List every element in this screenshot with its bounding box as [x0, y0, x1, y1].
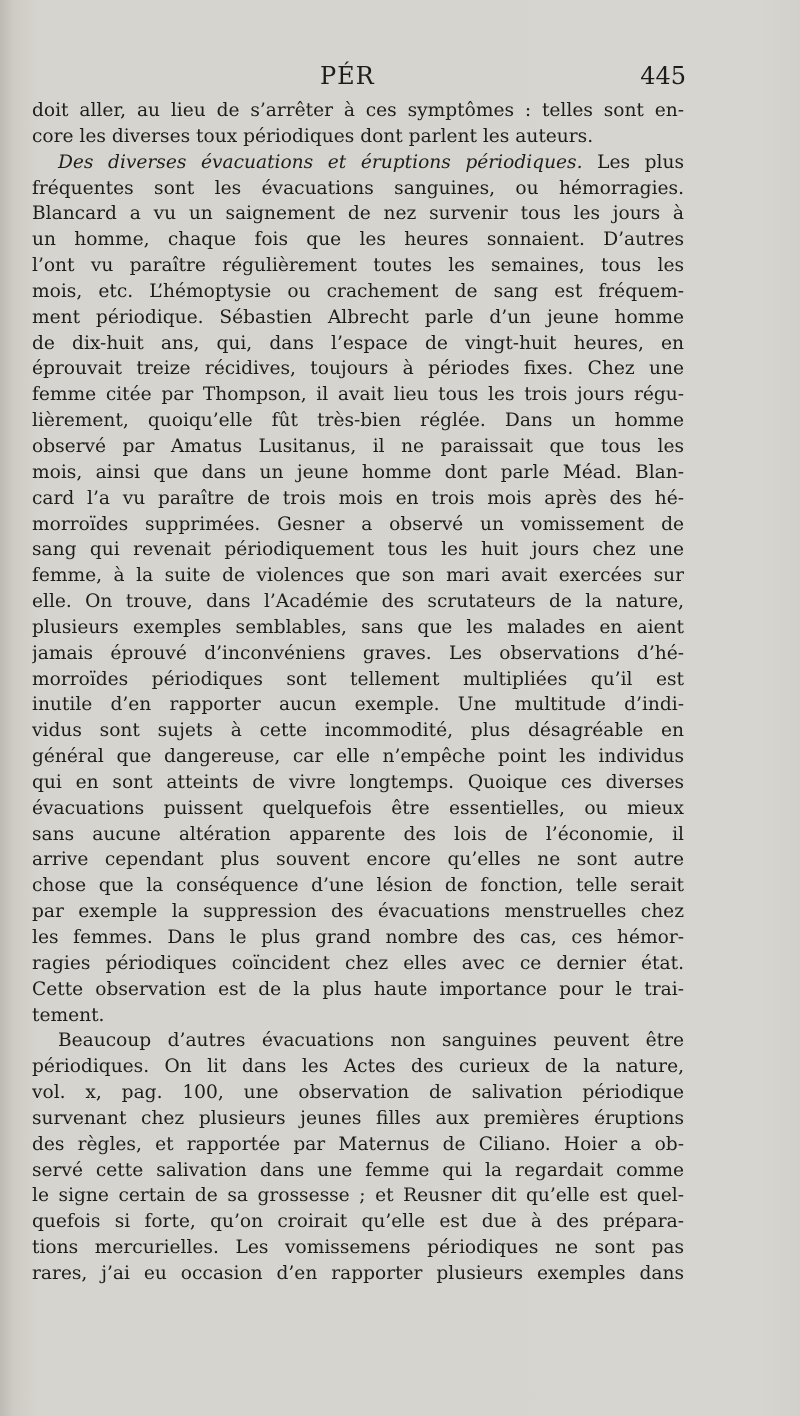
text-line: tement. — [32, 1004, 105, 1026]
text-line: chose que la conséquence d’une lésion de fonction, telle serait — [32, 875, 684, 897]
page-header — [30, 62, 686, 94]
body-text — [32, 98, 684, 1287]
text-line: éprouvait treize récidives, toujours à périodes fixes. Chez une — [32, 358, 684, 380]
running-head: PÉR — [320, 62, 375, 90]
text-line: un homme, chaque fois que les heures sonnaient. D’autres — [32, 229, 684, 251]
text-line: Beaucoup d’autres évacuations non sanguines peuvent être — [58, 1030, 684, 1052]
text-line: tions mercurielles. Les vomissemens périodiques ne sont pas — [32, 1237, 684, 1259]
text-line: arrive cependant plus souvent encore qu’elles ne sont autre — [32, 849, 684, 871]
text-line: les femmes. Dans le plus grand nombre des cas, ces hémor- — [32, 927, 684, 948]
text-line: quefois si forte, qu’on croirait qu’elle est due à des prépara- — [32, 1211, 684, 1233]
text-line: fréquentes sont les évacuations sanguines, ou hémorragies. — [32, 177, 684, 199]
section-heading-continuation: Les plus — [582, 151, 684, 173]
text-line: le signe certain de sa grossesse ; et Reusner dit qu’elle est quel- — [32, 1185, 684, 1207]
text-line: core les diverses toux périodiques dont parlent les auteurs. — [32, 125, 594, 147]
text-line: par exemple la suppression des évacuations menstruelles chez — [32, 901, 684, 923]
text-line: qui en sont atteints de vivre longtemps. Quoique ces diverses — [32, 771, 684, 793]
text-line: doit aller, au lieu de s’arrêter à ces symptômes : telles sont en- — [32, 100, 684, 121]
text-line: observé par Amatus Lusitanus, il ne paraissait que tous les — [32, 435, 684, 457]
text-line: lièrement, quoiqu’elle fût très-bien réglée. Dans un homme — [32, 410, 684, 432]
text-line: femme, à la suite de violences que son mari avait exercées sur — [32, 565, 684, 587]
text-line: mois, ainsi que dans un jeune homme dont parle Méad. Blan- — [32, 461, 684, 483]
text-line: de dix-huit ans, qui, dans l’espace de vingt-huit heures, en — [32, 332, 684, 354]
text-line: vol. x, pag. 100, une observation de salivation périodique — [32, 1082, 684, 1104]
text-line: général que dangereuse, car elle n’empêche point les individus — [32, 746, 684, 768]
text-line: card l’a vu paraître de trois mois en trois mois après des hé- — [32, 487, 684, 509]
text-line: morroïdes supprimées. Gesner a observé un vomissement de — [32, 513, 684, 535]
text-line: Cette observation est de la plus haute importance pour le trai- — [32, 978, 684, 1000]
section-heading: Des diverses évacuations et éruptions périodiques. — [58, 151, 583, 173]
text-line: des règles, et rapportée par Maternus de Ciliano. Hoier a ob- — [32, 1133, 684, 1155]
text-line: femme citée par Thompson, il avait lieu tous les trois jours régu- — [32, 384, 684, 406]
text-line: vidus sont sujets à cette incommodité, plus désagréable en — [32, 720, 684, 742]
text-line: ment périodique. Sébastien Albrecht parle d’un jeune homme — [32, 306, 684, 328]
text-line: ragies périodiques coïncident chez elles avec ce dernier état. — [32, 952, 684, 974]
text-line: Blancard a vu un saignement de nez survenir tous les jours à — [32, 203, 684, 225]
text-line: sans aucune altération apparente des lois de l’économie, il — [32, 823, 684, 845]
text-line: servé cette salivation dans une femme qui la regardait comme — [32, 1159, 684, 1181]
text-line: périodiques. On lit dans les Actes des curieux de la nature, — [32, 1056, 684, 1078]
text-line: plusieurs exemples semblables, sans que les malades en aient — [32, 616, 684, 638]
page-number: 445 — [640, 62, 686, 90]
text-line: morroïdes périodiques sont tellement multipliées qu’il est — [32, 668, 684, 690]
text-line: évacuations puissent quelquefois être essentielles, ou mieux — [32, 797, 684, 819]
text-line: elle. On trouve, dans l’Académie des scrutateurs de la nature, — [32, 591, 684, 613]
text-line: jamais éprouvé d’inconvéniens graves. Les observations d’hé- — [32, 642, 684, 664]
text-line: mois, etc. L’hémoptysie ou crachement de sang est fréquem- — [32, 280, 684, 302]
section-heading-line — [32, 150, 684, 176]
text-line: rares, j’ai eu occasion d’en rapporter plusieurs exemples dans — [32, 1262, 684, 1284]
text-line: l’ont vu paraître régulièrement toutes les semaines, tous les — [32, 255, 684, 277]
text-line: sang qui revenait périodiquement tous les huit jours chez une — [32, 539, 684, 561]
text-line: survenant chez plusieurs jeunes filles aux premières éruptions — [32, 1107, 684, 1129]
text-line: inutile d’en rapporter aucun exemple. Une multitude d’indi- — [32, 694, 684, 716]
